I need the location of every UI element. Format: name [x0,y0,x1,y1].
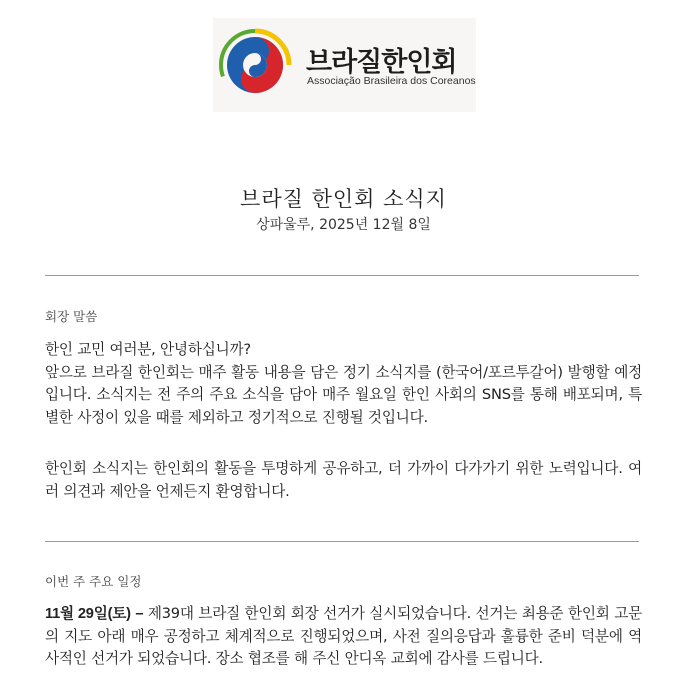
korean-taegeuk-logo-icon [218,28,292,102]
newsletter-dateline: 상파울루, 2025년 12월 8일 [256,217,431,233]
message-paragraph-1: 앞으로 브라질 한인회는 매주 활동 내용을 담은 정기 소식지를 (한국어/포르투갈어) 발행할 예정입니다. 소식지는 전 주의 주요 소식을 담아 매주 월요일 한인 사회의 SNS를 통해 배포되며, 특별한 사정이 있을 때를 제외하고 정기적으로 진행될 것입니다. [45,363,642,426]
logo-name: 브라질한인회 [306,47,457,78]
greeting-text: 한인 교민 여러분, 안녕하십니까? [45,341,251,358]
schedule-item-dash: – [135,606,144,622]
message-paragraph-2: 한인회 소식지는 한인회의 활동을 투명하게 공유하고, 더 가까이 다가가기 위한 노력입니다. 여러 의견과 제안을 언제든지 환영합니다. [45,460,642,500]
section-label-president: 회장 말씀 [45,309,98,324]
schedule-item [45,603,642,671]
president-message [45,339,642,429]
divider [45,275,639,276]
section-label-schedule: 이번 주 주요 일정 [45,574,142,589]
schedule-item-text: 제39대 브라질 한인회 회장 선거가 실시되었습니다. 선거는 최용준 한인회 고문의 지도 아래 매우 공정하고 체계적으로 진행되었으며, 사전 질의응답과 훌륭한 준비 덕분에 역사적인 선거가 되었습니다. 장소 협조를 해 주신 안디옥 교회에 감사를 드립니다. [45,605,642,668]
logo-subtitle: Associação Brasileira dos Coreanos [307,75,476,87]
divider [45,541,639,542]
association-logo [213,18,476,112]
newsletter-title: 브라질 한인회 소식지 [240,187,447,211]
schedule-item-date: 11월 29일(토) [45,606,131,622]
